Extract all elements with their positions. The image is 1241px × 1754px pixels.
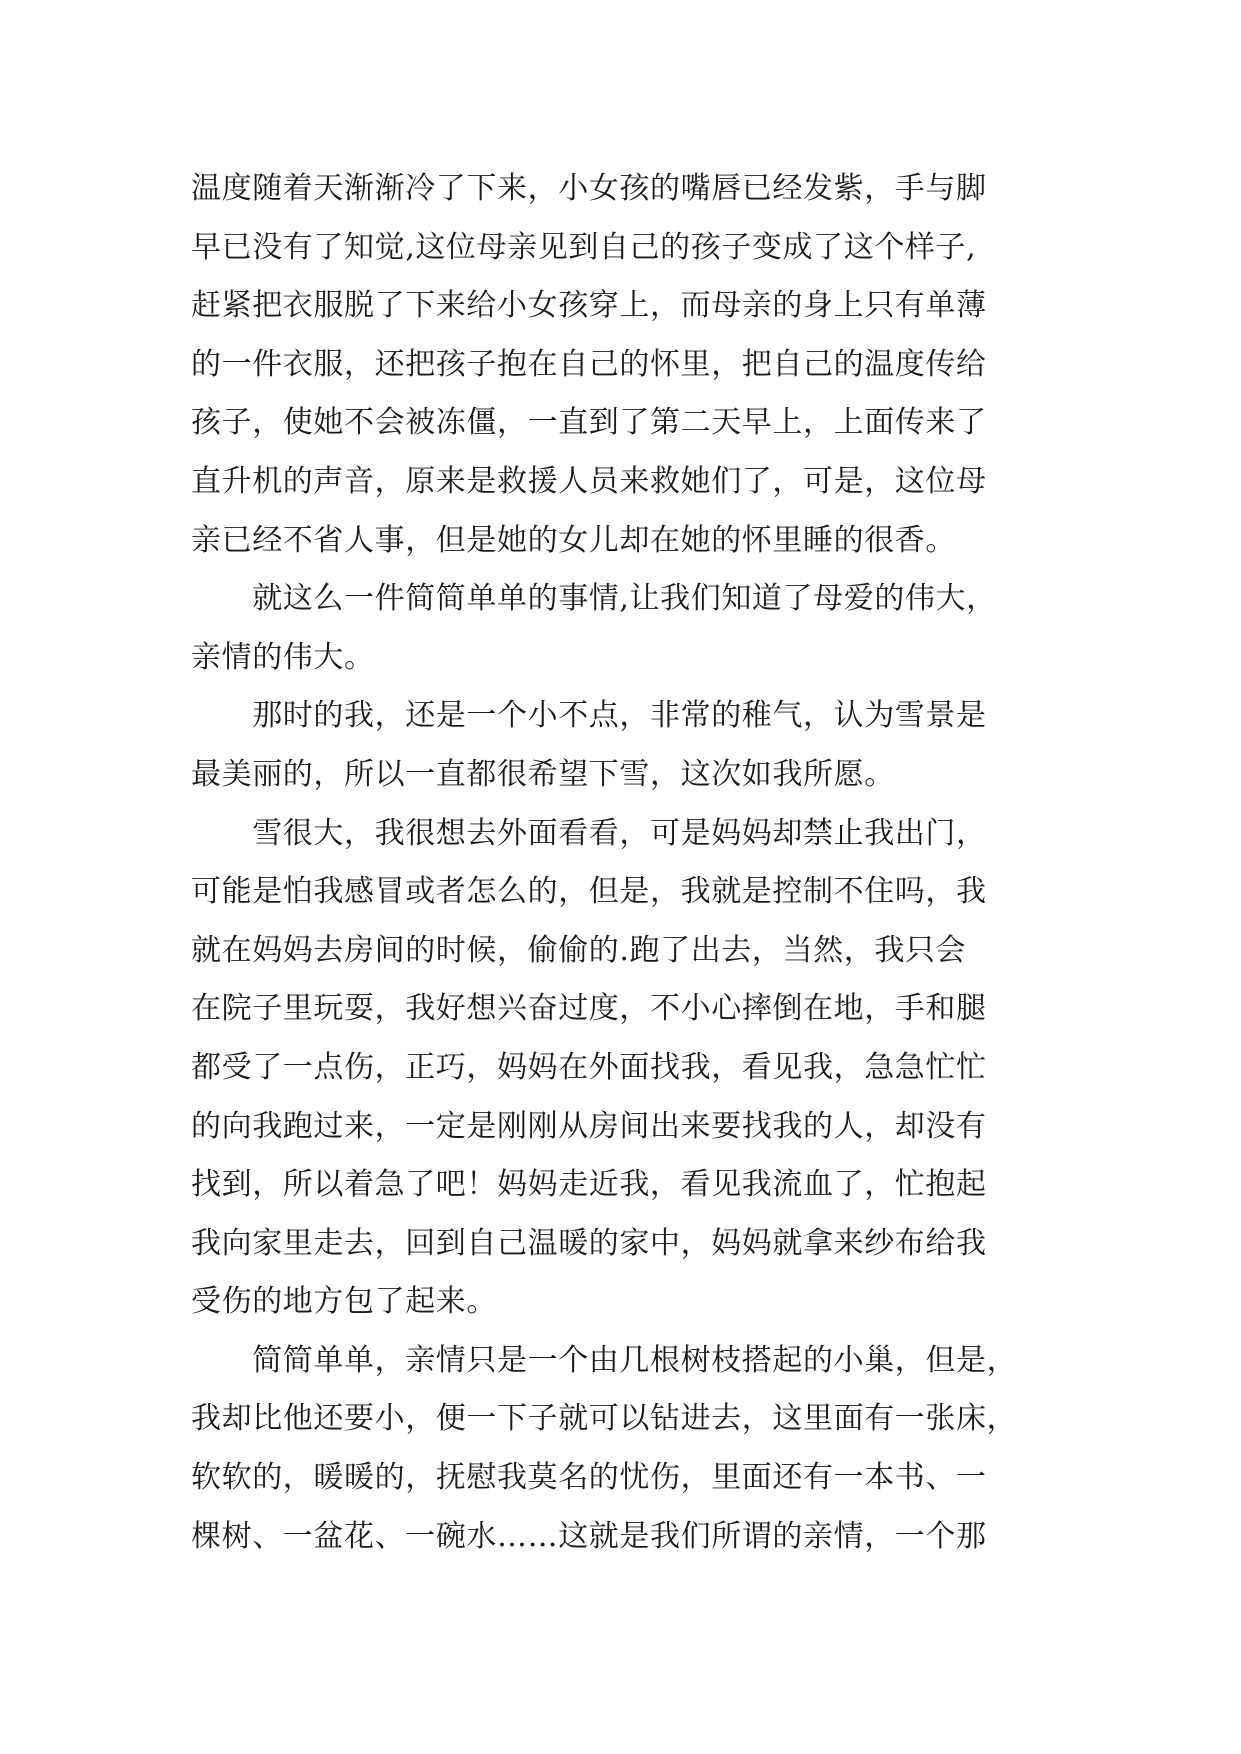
text-line: 直升机的声音，原来是救援人员来救她们了，可是，这位母	[191, 463, 987, 499]
text-line: 孩子，使她不会被冻僵，一直到了第二天早上，上面传来了	[191, 405, 987, 441]
text-line: 那时的我，还是一个小不点，非常的稚气，认为雪景是	[191, 698, 987, 734]
text-line: 的一件衣服，还把孩子抱在自己的怀里，把自己的温度传给	[191, 346, 987, 382]
text-line: 的向我跑过来，一定是刚刚从房间出来要找我的人，却没有	[191, 1108, 987, 1144]
body-text	[191, 160, 1091, 1566]
text-line: 找到，所以着急了吧！妈妈走近我，看见我流血了，忙抱起	[191, 1167, 987, 1203]
text-line: 雪很大，我很想去外面看看，可是妈妈却禁止我出门，	[191, 815, 987, 851]
text-line: 都受了一点伤，正巧，妈妈在外面找我，看见我，急急忙忙	[191, 1049, 987, 1085]
text-line: 最美丽的，所以一直都很希望下雪，这次如我所愿。	[191, 756, 895, 792]
text-line: 在院子里玩耍，我好想兴奋过度，不小心摔倒在地，手和腿	[191, 991, 987, 1027]
text-line: 我却比他还要小，便一下子就可以钻进去，这里面有一张床，	[191, 1401, 1018, 1437]
text-line: 亲情的伟大。	[191, 639, 375, 675]
text-line: 我向家里走去，回到自己温暖的家中，妈妈就拿来纱布给我	[191, 1225, 987, 1261]
text-line: 赶紧把衣服脱了下来给小女孩穿上，而母亲的身上只有单薄	[191, 288, 987, 324]
text-line: 受伤的地方包了起来。	[191, 1284, 497, 1320]
text-line: 棵树、一盆花、一碗水……这就是我们所谓的亲情，一个那	[191, 1518, 987, 1554]
text-line: 早已没有了知觉,这位母亲见到自己的孩子变成了这个样子,	[191, 229, 977, 265]
text-line: 就这么一件简简单单的事情,让我们知道了母爱的伟大，	[191, 581, 997, 617]
text-line: 温度随着天渐渐冷了下来，小女孩的嘴唇已经发紫，手与脚	[191, 171, 987, 206]
text-line: 可能是怕我感冒或者怎么的，但是，我就是控制不住吗，我	[191, 874, 987, 910]
text-line: 软软的，暖暖的，抚慰我莫名的忧伤，里面还有一本书、一	[191, 1460, 987, 1496]
text-line: 亲已经不省人事，但是她的女儿却在她的怀里睡的很香。	[191, 522, 956, 558]
text-line: 就在妈妈去房间的时候，偷偷的.跑了出去，当然，我只会	[191, 932, 967, 968]
text-line: 简简单单，亲情只是一个由几根树枝搭起的小巢，但是，	[191, 1342, 1018, 1378]
